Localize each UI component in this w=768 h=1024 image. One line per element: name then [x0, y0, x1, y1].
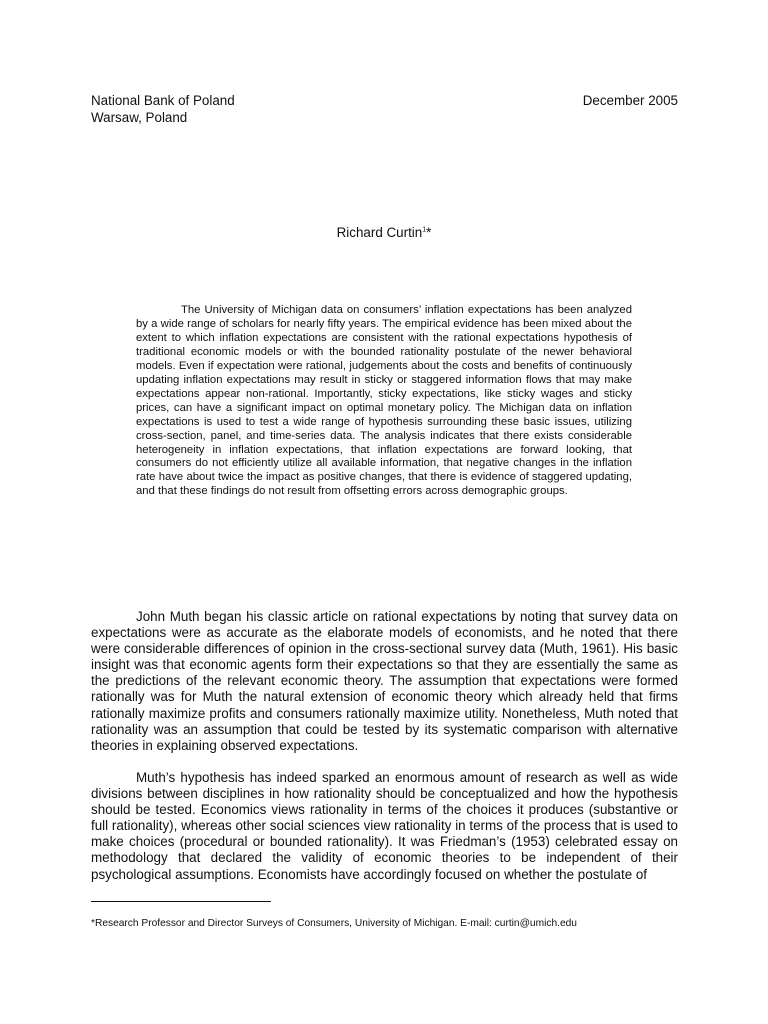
author-name: Richard Curtin [336, 225, 423, 240]
footnote-text: *Research Professor and Director Surveys of Consumers, University of Michigan. E-mail: curtin@umich.edu [91, 918, 577, 929]
document-date: December 2005 [582, 93, 678, 108]
body-paragraph-2: Muth’s hypothesis has indeed sparked an enormous amount of research as well as wide divisions between disciplines in how rationality should be conceptualized and how the hypothesis should be tested. Economics views rationality in terms of the choices it produces (substantive or full rationality), whereas other social sciences view rationality in terms of the process that is used to make choices (procedural or bounded rationality). It was Friedman’s (1953) celebrated essay on methodology that declared the validity of economic theories to be independent of their psychological assumptions. Economists have accordingly focused on whether the postulate of [91, 770, 678, 882]
abstract-paragraph: The University of Michigan data on consumers’ inflation expectations has been analyzed by a wide range of scholars for nearly fifty years. The empirical evidence has been mixed about the extent to which inflation expectations are consistent with the rational expectations hypothesis of traditional economic models or with the bounded rationality postulate of the newer behavioral models. Even if expectation were rational, judgements about the costs and benefits of continuously updating inflation expectations may result in sticky or staggered information flows that may make expectations appear non-rational. Importantly, sticky expectations, like sticky wages and sticky prices, can have a significant impact on optimal monetary policy. The Michigan data on inflation expectations is used to test a wide range of hypothesis surrounding these basic issues, utilizing cross-section, panel, and time-series data. The analysis indicates that there exists considerable heterogeneity in inflation expectations, that inflation expectations are forward looking, that consumers do not efficiently utilize all available information, that negative changes in the inflation rate have about twice the impact as positive changes, that there is evidence of staggered updating, and that these findings do not result from offsetting errors across demographic groups. [136, 304, 632, 498]
header-left [91, 92, 235, 126]
footnote-mark: 1 [422, 226, 427, 234]
body-paragraph-1: John Muth began his classic article on rational expectations by noting that survey data on expectations were as accurate as the elaborate models of economists, and he noted that there were considerable differences of opinion in the cross-sectional survey data (Muth, 1961). His basic insight was that economic agents form their expectations so that they are essentially the same as the predictions of the relevant economic theory. The assumption that expectations were formed rationally was for Muth the natural extension of economic theory which already held that firms rationally maximize profits and consumers rationally maximize utility. Nonetheless, Muth noted that rationality was an assumption that could be tested by its systematic comparison with alternative theories in explaining observed expectations. [91, 609, 678, 753]
institution-name: National Bank of Poland [91, 93, 235, 108]
author-asterisk: * [426, 225, 432, 240]
author-line [0, 224, 768, 241]
institution-location: Warsaw, Poland [91, 110, 188, 125]
header-right [583, 92, 678, 109]
footnote-divider [91, 901, 271, 902]
